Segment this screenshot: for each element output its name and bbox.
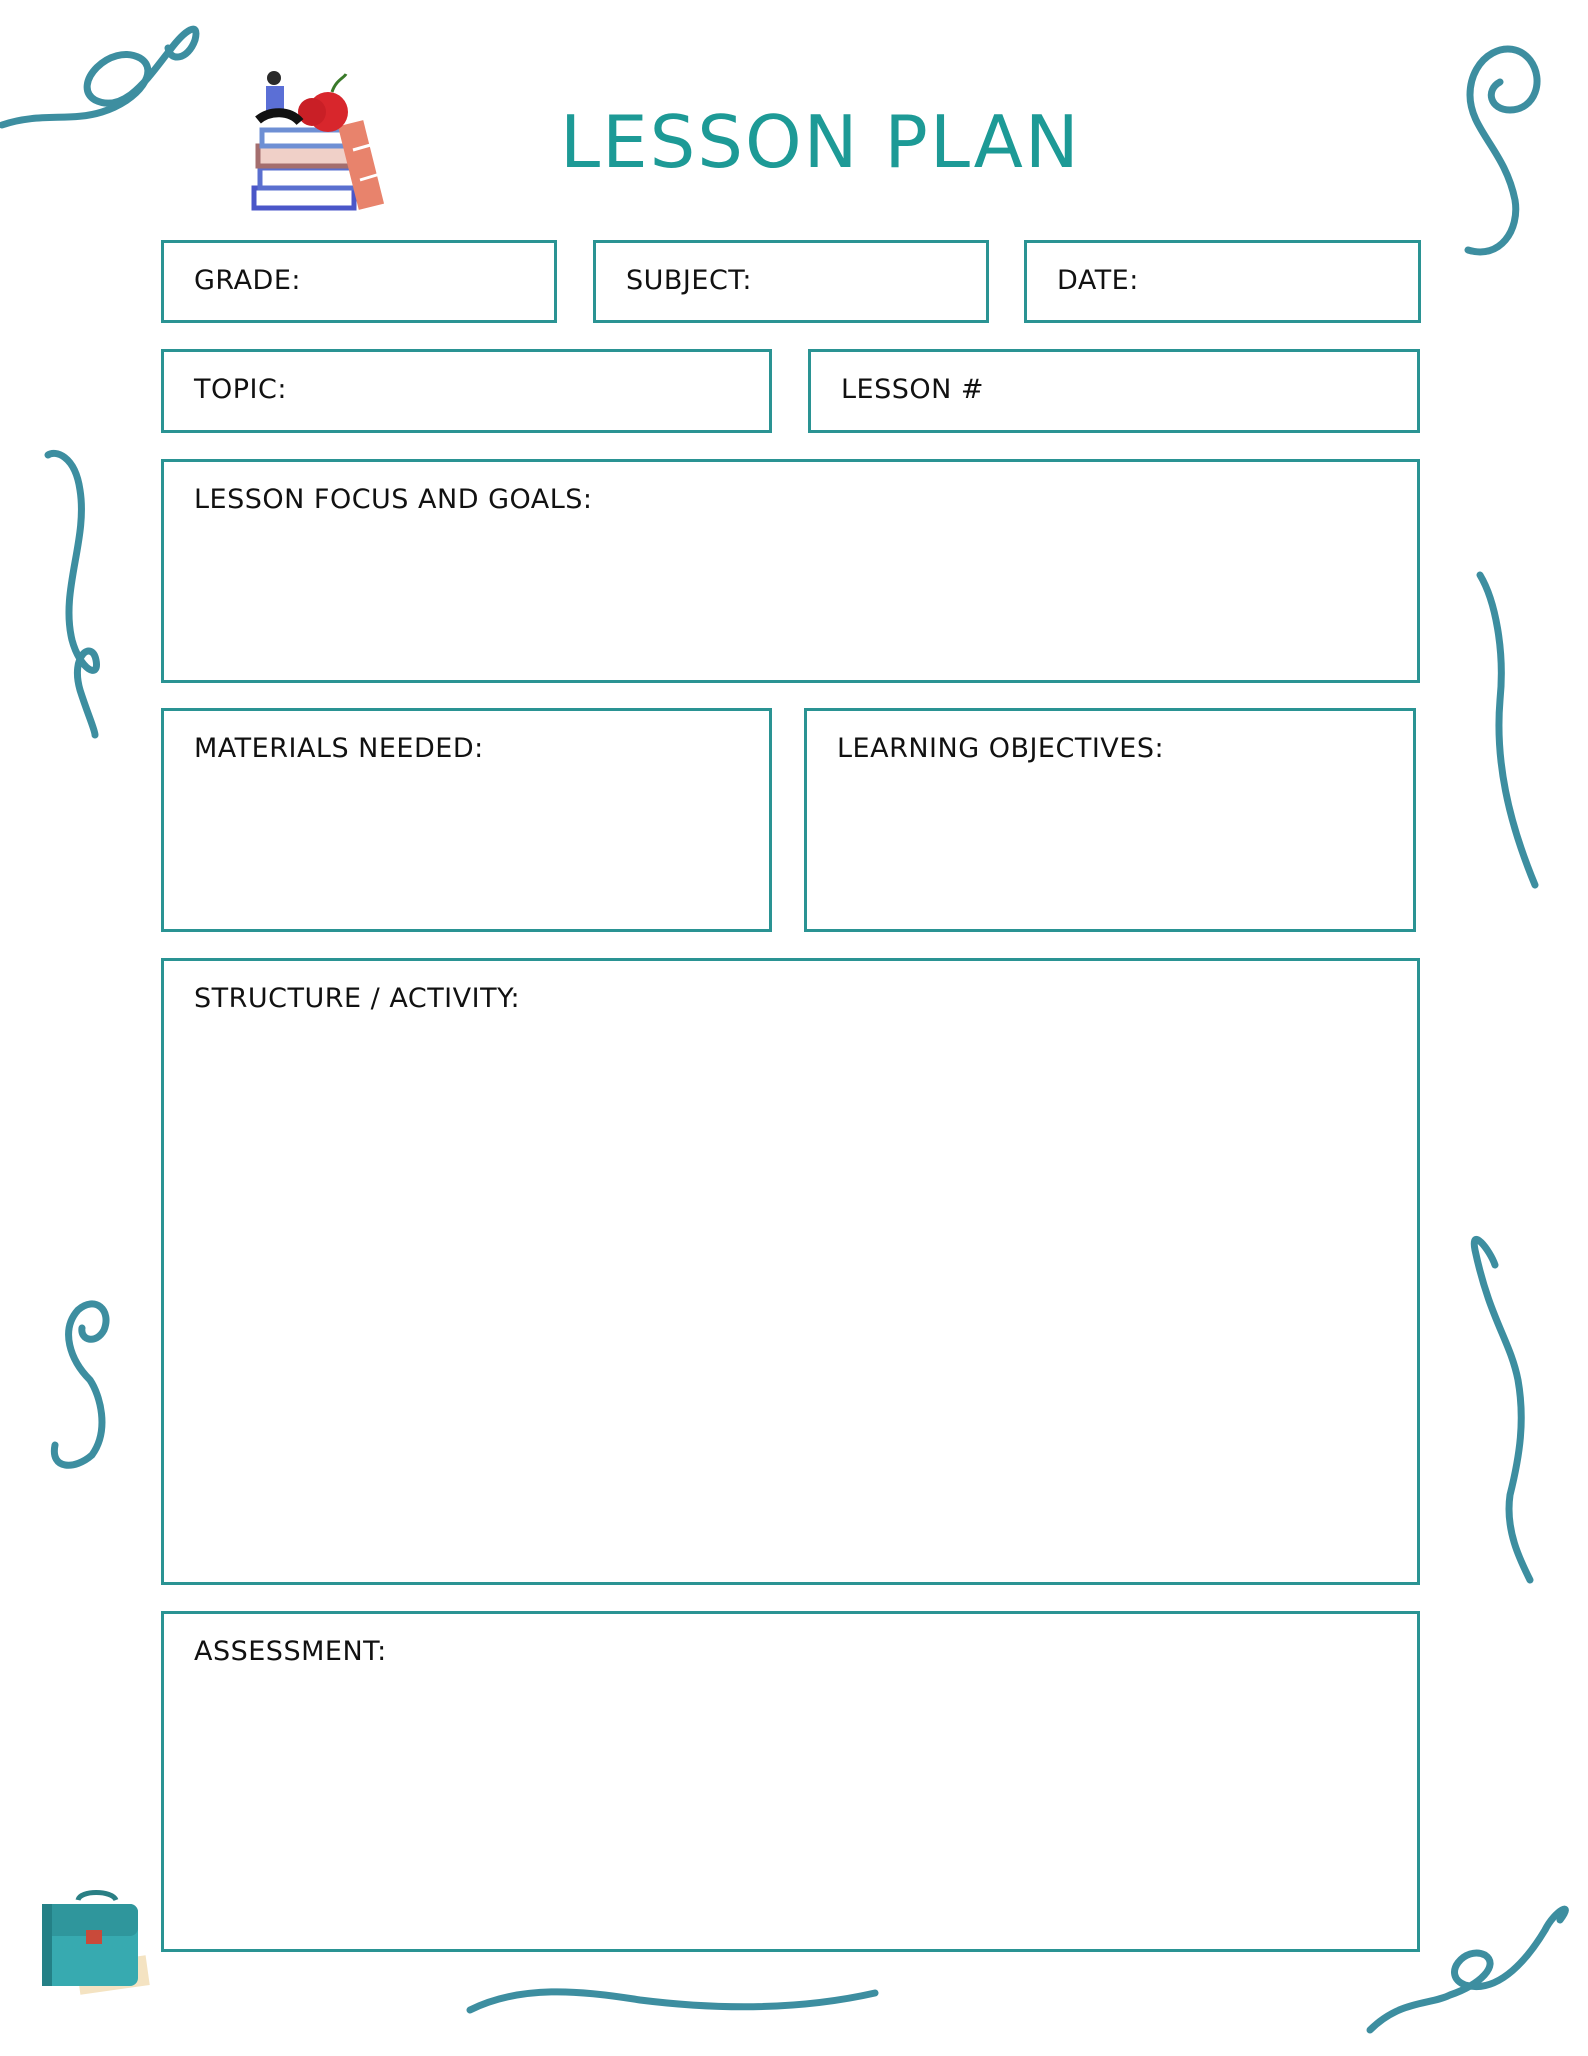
grade-field[interactable]	[161, 240, 557, 323]
structure-activity-label: STRUCTURE / ACTIVITY:	[194, 983, 521, 1014]
learning-objectives-field[interactable]	[804, 708, 1416, 932]
swirl-right-middle	[1480, 575, 1535, 885]
date-label: DATE:	[1057, 265, 1139, 296]
subject-label: SUBJECT:	[626, 265, 752, 296]
learning-objectives-label: LEARNING OBJECTIVES:	[837, 733, 1165, 764]
books-apple-reader-illustration	[250, 70, 410, 220]
page-title: LESSON PLAN	[560, 100, 1081, 184]
swirl-top-right	[1468, 49, 1537, 252]
topic-field[interactable]	[161, 349, 772, 433]
structure-activity-field[interactable]	[161, 958, 1420, 1585]
swirl-right-lower	[1474, 1239, 1530, 1580]
lesson-focus-goals-label: LESSON FOCUS AND GOALS:	[194, 484, 593, 515]
lesson-focus-goals-field[interactable]	[161, 459, 1420, 683]
swirl-top-left	[2, 29, 196, 125]
topic-label: TOPIC:	[194, 374, 287, 405]
date-field[interactable]	[1024, 240, 1421, 323]
lesson-number-label: LESSON #	[841, 374, 985, 405]
swirl-bottom-wave	[470, 1992, 875, 2010]
swirl-left-lower	[54, 1304, 106, 1465]
materials-needed-label: MATERIALS NEEDED:	[194, 733, 484, 764]
swirl-left-middle	[48, 453, 97, 735]
subject-field[interactable]	[593, 240, 989, 323]
school-bag-illustration	[38, 1890, 158, 2000]
lesson-number-field[interactable]	[808, 349, 1420, 433]
grade-label: GRADE:	[194, 265, 302, 296]
assessment-field[interactable]	[161, 1611, 1420, 1952]
materials-needed-field[interactable]	[161, 708, 772, 932]
assessment-label: ASSESSMENT:	[194, 1636, 387, 1667]
